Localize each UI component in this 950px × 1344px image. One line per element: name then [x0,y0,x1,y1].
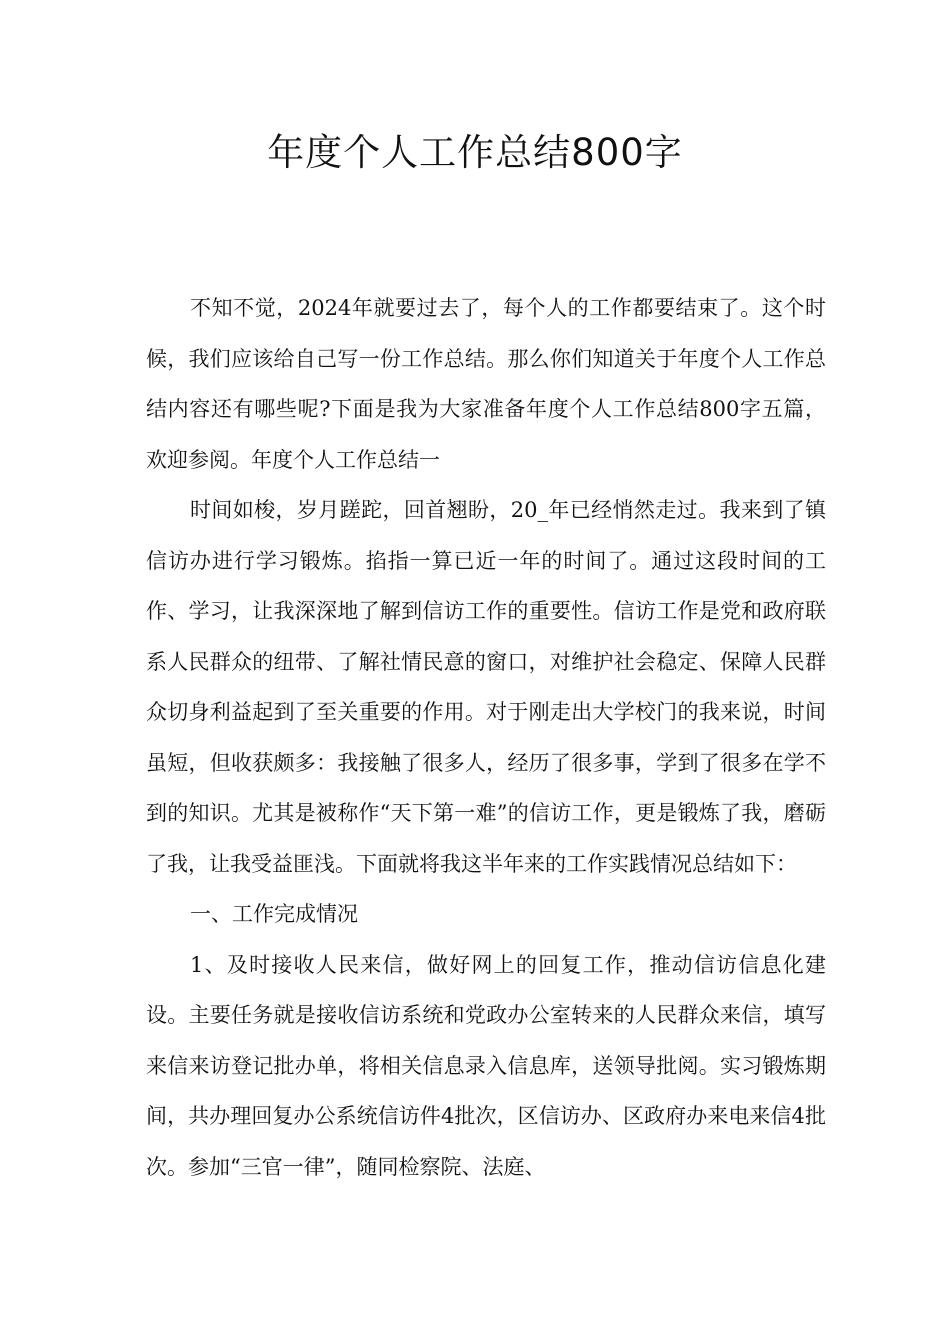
paragraph-item-one: 1、及时接收人民来信，做好网上的回复工作，推动信访信息化建设。主要任务就是接收信访系统和党政办公室转来的人民群众来信，填写来信来访登记批办单，将相关信息录入信息库，送领导批阅。实习锻炼期间，共办理回复办公系统信访件4批次，区信访办、区政府办来电来信4批次。参加“三官一律”，随同检察院、法庭、 [146,952,826,1179]
section-heading-work-completion: 一、工作完成情况 [190,902,358,926]
document-body [146,283,826,1192]
document-title: 年度个人工作总结800字 [267,131,683,174]
paragraph-intro: 不知不觉，2024年就要过去了，每个人的工作都要结束了。这个时候，我们应该给自己写一份工作总结。那么你们知道关于年度个人工作总结内容还有哪些呢?下面是我为大家准备年度个人工作总结800字五篇，欢迎参阅。年度个人工作总结一 [146,296,826,472]
paragraph-summary-one: 时间如梭，岁月蹉跎，回首翘盼，20_年已经悄然走过。我来到了镇信访办进行学习锻炼。掐指一算已近一年的时间了。通过这段时间的工作、学习，让我深深地了解到信访工作的重要性。信访工作是党和政府联系人民群众的纽带、了解社情民意的窗口，对维护社会稳定、保障人民群众切身利益起到了至关重要的作用。对于刚走出大学校门的我来说，时间虽短，但收获颇多：我接触了很多人，经历了很多事，学到了很多在学不到的知识。尤其是被称作“天下第一难”的信访工作，更是锻炼了我，磨砺了我，让我受益匪浅。下面就将我这半年来的工作实践情况总结如下： [146,498,826,876]
